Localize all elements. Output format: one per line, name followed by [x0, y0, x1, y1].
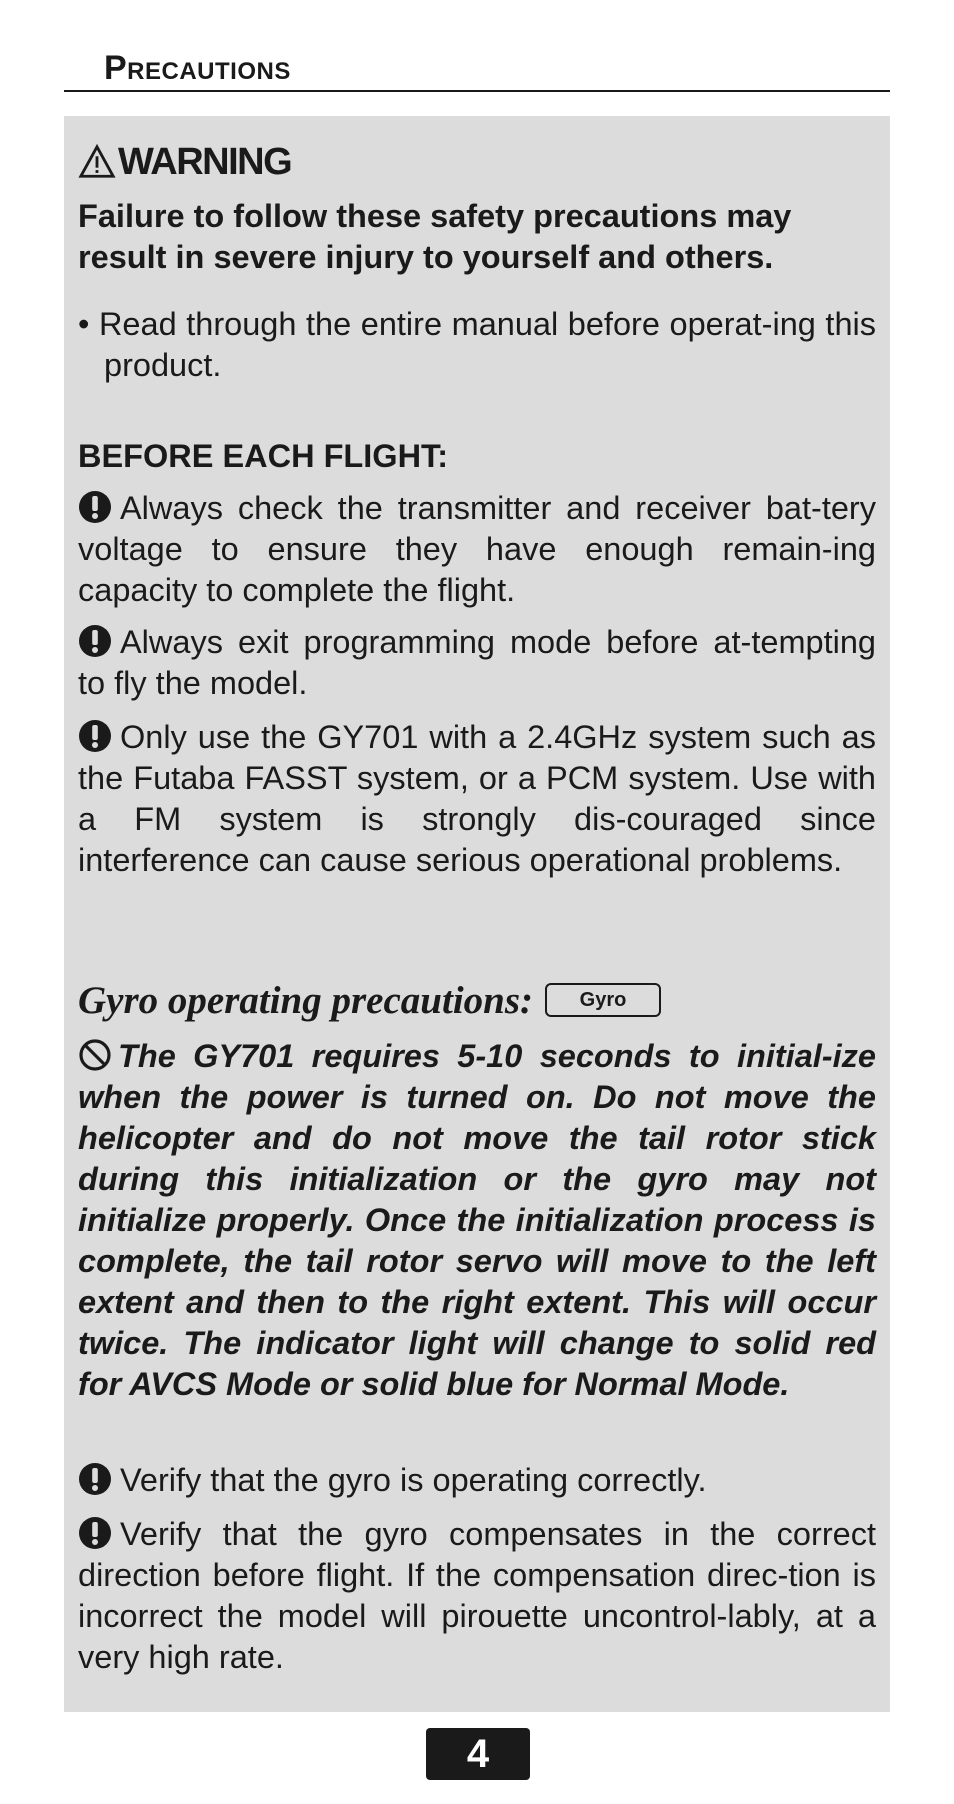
caution-note-text: Always exit programming mode before at-tempting to fly the model.	[78, 624, 876, 701]
caution-note-text: Verify that the gyro is operating correctly.	[120, 1462, 707, 1498]
before-flight-heading: BEFORE EACH FLIGHT:	[78, 438, 449, 474]
exclamation-circle-icon	[78, 490, 112, 524]
gyro-badge: Gyro	[545, 983, 661, 1017]
exclamation-circle-icon	[78, 624, 112, 658]
caution-note-text: Only use the GY701 with a 2.4GHz system such as the Futaba FASST system, or a PCM system. Use with a FM system is strongly dis-couraged since interference can cause serious operational problems.	[78, 719, 876, 878]
page-title: Precautions	[104, 49, 291, 87]
warning-subtitle: Failure to follow these safety precautions may result in severe injury to yourself and others.	[78, 198, 792, 275]
warning-heading	[78, 138, 876, 186]
caution-note	[78, 622, 876, 704]
caution-note	[78, 488, 876, 611]
exclamation-circle-icon	[78, 719, 112, 753]
caution-note	[78, 1460, 876, 1501]
caution-note	[78, 717, 876, 881]
caution-note	[78, 1514, 876, 1678]
prohibited-icon	[78, 1038, 112, 1072]
caution-note-text: Verify that the gyro compensates in the correct direction before flight. If the compensation direc-tion is incorrect the model will pirouette uncontrol-lably, at a very high rate.	[78, 1516, 876, 1675]
gyro-heading-text: Gyro operating precautions:	[78, 978, 534, 1022]
list-item: • Read through the entire manual before operat-ing this product.	[78, 306, 876, 383]
page-header	[64, 46, 890, 92]
exclamation-circle-icon	[78, 1516, 112, 1550]
warning-title: WARNING	[118, 140, 292, 183]
exclamation-circle-icon	[78, 1462, 112, 1496]
gyro-warning-text: The GY701 requires 5-10 seconds to initial-ize when the power is turned on. Do not move the helicopter and do not move the tail rotor stick during this initialization or the gyro may not initialize properly. Once the initialization process is complete, the tail rotor servo will move to the left extent and then to the right extent. This will occur twice. The indicator light will change to solid red for AVCS Mode or solid blue for Normal Mode.	[78, 1038, 876, 1402]
warning-triangle-icon	[78, 143, 116, 181]
gyro-warning	[78, 1036, 876, 1405]
bullet-text: Read through the entire manual before operat-ing this product.	[98, 306, 876, 383]
page-number: 4	[426, 1728, 530, 1780]
gyro-precautions-heading	[78, 976, 876, 1024]
caution-note-text: Always check the transmitter and receiver bat-tery voltage to ensure they have enough remain-ing capacity to complete the flight.	[78, 490, 876, 608]
